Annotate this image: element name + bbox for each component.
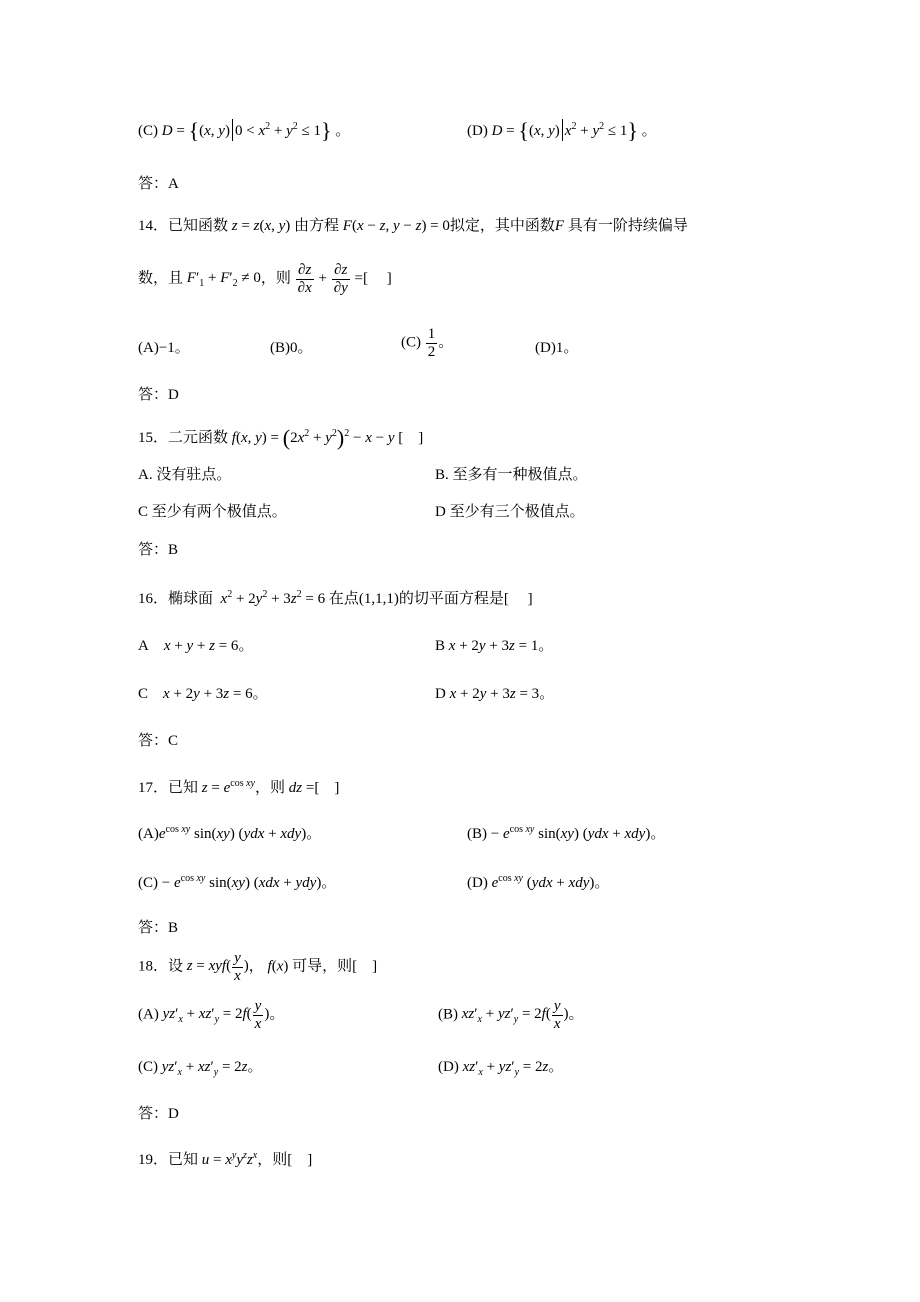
q16-option-d: D x + 2y + 3z = 3。 — [435, 686, 555, 702]
q16-stem: 16．椭球面 $x^2 + 2y^2 + 3z^2 = 6$ 在点(1,1,1)的切平面方程是[ ] — [138, 589, 533, 607]
q17-option-a: $(A)e^{cos xy}$ sin(xy) (ydx + xdy)。 — [138, 824, 322, 842]
q18-option-b: (B) $xz'_x + yz'_y = 2f$( $\frac{y}{x}$ )。 — [438, 998, 584, 1032]
q15-option-a: A. 没有驻点。 — [138, 467, 232, 483]
q18-option-a: (A) $yz'_x + xz'_y = 2f$( $\frac{y}{x}$ )。 — [138, 998, 285, 1032]
q14-stem-line2: 数，且 $F'_1 + F'_2 \ne 0$，则 $\frac{\partial z}{\partial x}$ + $\frac{\partial z}{\partial y}$ =[ ] — [138, 262, 392, 296]
q16-option-c: C x + 2y + 3z = 6。 — [138, 686, 268, 702]
q13-answer: 答：A — [138, 176, 179, 192]
q14-option-b: (B)0。 — [270, 340, 313, 356]
q17-option-c: $(C) - e^{cos xy}$ sin(xy) (xdx + ydy)。 — [138, 873, 337, 891]
q18-stem: 18．设 z = xyf( $\frac{y}{x}$ )， f(x) 可导，则[ ] — [138, 950, 378, 984]
q14-option-d: (D)1。 — [535, 340, 579, 356]
q19-stem: 19．已知 $u = x^yy^zz^x$，则[ ] — [138, 1150, 313, 1168]
q15-stem: 15．二元函数 f(x, $y) = (2x^2 + y^2)^2 - x - y$ [ ] — [138, 425, 424, 450]
q18-option-d: (D) $xz'_x + yz'_y = 2z$。 — [438, 1059, 564, 1078]
q14-stem-line1: 14．已知函数 z = z(x, y) 由方程 F(x − z, y − z) = 0拟定，其中函数F 具有一阶持续偏导 — [138, 218, 688, 234]
q15-option-c: C 至少有两个极值点。 — [138, 504, 287, 520]
q16-answer: 答：C — [138, 733, 179, 749]
q14-option-c: (C) $\frac{1}{2}$ 。 — [401, 326, 454, 360]
q13-option-d: (D) D = {(x, y) $x^2 + y^2 \le 1$} 。 — [467, 118, 657, 143]
q17-stem: 17．已知 $z = e^{cos xy}$，则 dz =[ ] — [138, 778, 340, 796]
q18-answer: 答：D — [138, 1106, 179, 1122]
q17-option-b: $(B) - e^{cos xy}$ sin(xy) (ydx + xdy)。 — [467, 824, 666, 842]
q14-answer: 答：D — [138, 387, 179, 403]
q14-option-a: (A)−1。 — [138, 340, 190, 356]
q13-option-c: (C) D = {(x, y) $0 < x^2 + y^2 \le 1$} 。 — [138, 118, 351, 143]
q17-answer: 答：B — [138, 920, 179, 936]
q15-answer: 答：B — [138, 542, 179, 558]
q17-option-d: (D) $e^{cos xy}$ (ydx + xdy)。 — [467, 873, 610, 891]
q15-option-b: B. 至多有一种极值点。 — [435, 467, 588, 483]
q15-option-d: D 至少有三个极值点。 — [435, 504, 585, 520]
q18-option-c: (C) $yz'_x + xz'_y = 2z$。 — [138, 1059, 263, 1078]
q16-option-b: B x + 2y + 3z = 1。 — [435, 638, 554, 654]
q16-option-a: A x + y + z = 6。 — [138, 638, 254, 654]
